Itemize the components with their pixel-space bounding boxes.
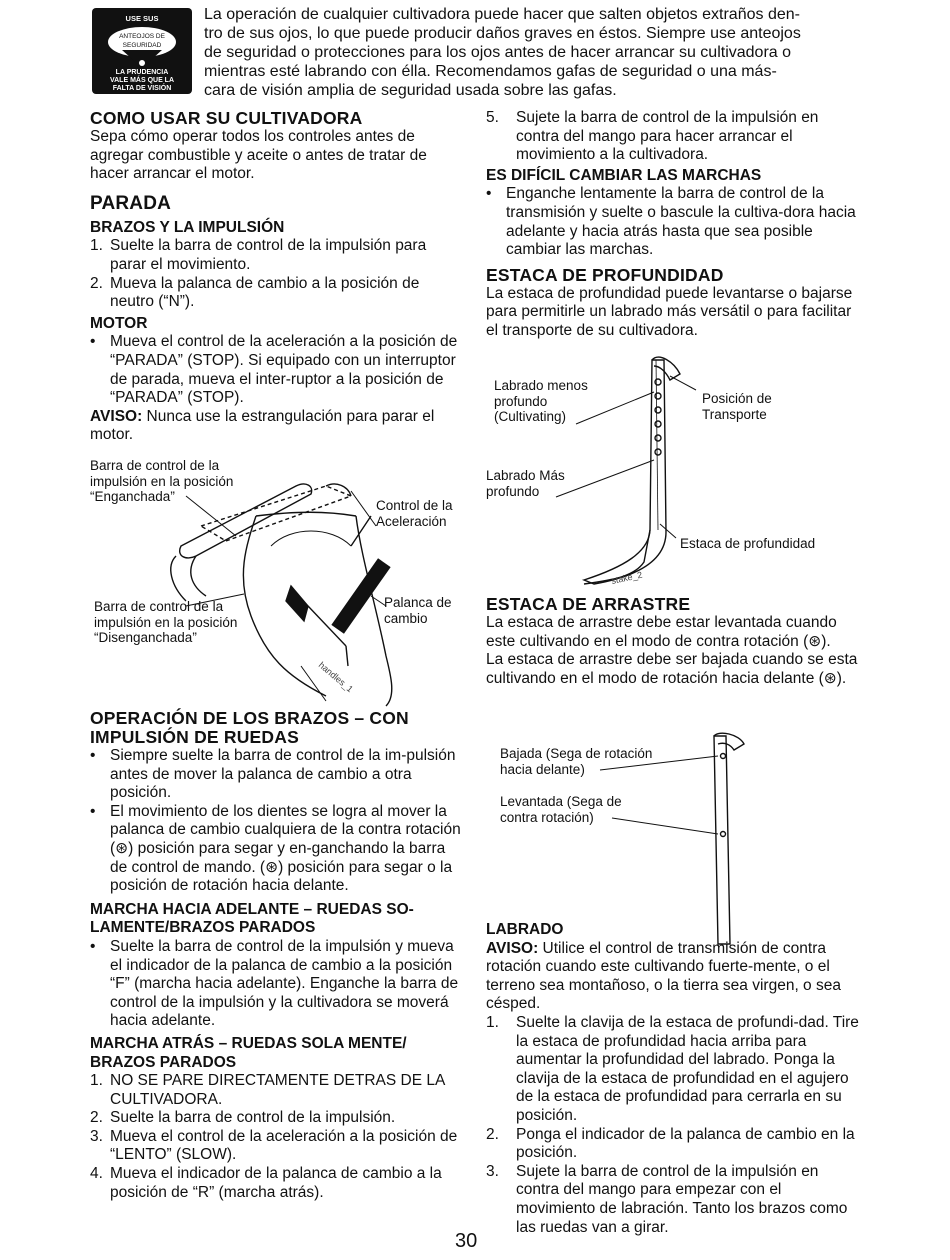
- list-item: 4. Mueva el indicador de la palanca de cambio a la posición de “R” (marcha atrás).: [90, 1165, 442, 1201]
- caption-engaged: Barra de control de la impulsión en la posición “Enganchada”: [90, 458, 234, 504]
- intro-line: de seguridad o protecciones para los ojos antes de hacer arrancar su cultivadora o: [204, 44, 792, 61]
- caption-bajada: Bajada (Sega de rotación hacia delante): [500, 746, 653, 777]
- list-item: 5. Sujete la barra de control de la impulsión en contra del mango para hacer arrancar el movimiento a la cultivadora.: [486, 109, 819, 164]
- list-item: 2. Mueva la palanca de cambio a la posición de neutro (“N”).: [90, 274, 420, 311]
- como-usar-text: Sepa cómo operar todos los controles antes de agregar combustible y aceite o antes de tratar de hacer arrancar el motor.: [90, 128, 427, 183]
- como-usar-heading: COMO USAR SU CULTIVADORA: [90, 108, 363, 128]
- arrastre-text-2: La estaca de arrastre debe ser bajada cuando se esta cultivando en el modo de rotación hacia delante (⊛).: [486, 651, 858, 687]
- parada-heading: PARADA: [90, 192, 172, 214]
- right-column-labrado: [486, 921, 860, 1237]
- right-column-arrastre: [486, 595, 860, 688]
- list-item: • Enganche lentamente la barra de control de la transmisión y suelte o bascule la cultiva-dora hacia adelante y hacia atrás hasta que sea posible cambiar las marchas.: [486, 185, 856, 259]
- caption-estaca: Estaca de profundidad: [680, 536, 816, 551]
- list-item: 1. Suelte la clavija de la estaca de profundi-dad. Tire la estaca de profundidad hacia arriba para aumentar la profundidad del labrado. Ponga la clavija de la estaca de profundidad en el agujero de la estaca de profundidad para cerrarla en su posición.: [486, 1013, 859, 1124]
- caption-accelerator: Control de la Aceleración: [376, 498, 453, 529]
- list-item: 3. Mueva el control de la aceleración a la posición de “LENTO” (SLOW).: [90, 1127, 458, 1164]
- arrastre-text-1: La estaca de arrastre debe estar levantada cuando este cultivando en el modo de contra rotación (⊛).: [486, 614, 837, 650]
- operacion-heading: OPERACIÓN DE LOS BRAZOS – CON IMPULSIÓN DE RUEDAS: [90, 708, 409, 747]
- list-item: 1. NO SE PARE DIRECTAMENTE DETRAS DE LA CULTIVADORA.: [90, 1072, 445, 1108]
- right-column-top: [486, 109, 860, 341]
- estaca-arrastre-heading: ESTACA DE ARRASTRE: [486, 594, 691, 614]
- labrado-aviso-text: Utilice el control de transmisión de contra rotación cuando este cultivando fuerte-mente, o el terreno sea montañoso, o la tierra sea virgen, o sea césped.: [486, 939, 841, 1013]
- caption-shift-lever: Palanca de cambio: [384, 595, 452, 626]
- caption-levantada: Levantada (Sega de contra rotación): [500, 794, 622, 825]
- aviso-text: Nunca use la estrangulación para parar el motor.: [90, 407, 435, 444]
- intro-line: tro de sus ojos, lo que puede producir daños graves en éstos. Siempre use anteojos: [204, 25, 801, 42]
- intro-paragraph: [204, 5, 864, 100]
- list-item: • El movimiento de los dientes se logra al mover la palanca de cambio cualquiera de la contra rotación (⊛) posición para segar y en-ganchando la barra de control de mando. (⊛) posición para segar o la posición de rotación hacia delante.: [90, 802, 461, 895]
- intro-line: cara de visión amplia de seguridad usada sobre las gafas.: [204, 82, 617, 99]
- aviso-note: [90, 408, 462, 445]
- badge-line5: VALE MÁS QUE LA: [109, 77, 175, 84]
- badge-line4: LA PRUDENCIA: [115, 69, 169, 76]
- motor-heading: MOTOR: [90, 314, 148, 332]
- handles-figure: [86, 456, 466, 708]
- safety-glasses-icon: [92, 8, 192, 94]
- caption-labrado-menos: Labrado menos profundo (Cultivating): [494, 378, 588, 424]
- marcha-atras-heading: MARCHA ATRÁS – RUEDAS SOLA MENTE/ BRAZOS PARADOS: [90, 1034, 407, 1071]
- estaca-profundidad-text: La estaca de profundidad puede levantarse o bajarse para permitirle un labrado más versátil o para facilitar el transporte de su cultivadora.: [486, 284, 853, 339]
- figure-code: handles_1: [316, 659, 355, 695]
- estaca-profundidad-heading: ESTACA DE PROFUNDIDAD: [486, 264, 724, 285]
- labrado-aviso-label: AVISO:: [486, 939, 539, 957]
- left-column-top: [90, 109, 462, 445]
- list-item: • Suelte la barra de control de la impulsión y mueva el indicador de la palanca de cambio a la posición “F” (marcha hacia adelante). Enganche la barra de control de la impulsión y la cultivadora se moverá hacia adelante.: [90, 937, 459, 1030]
- labrado-aviso: [486, 940, 860, 1014]
- list-item: 3. Sujete la barra de control de la impulsión en contra del mango para empezar con el movimiento de labración. Tanto los brazos como las ruedas van a girar.: [486, 1162, 848, 1236]
- dificil-heading: ES DIFÍCIL CAMBIAR LAS MARCHAS: [486, 166, 762, 184]
- badge-line1: USE SUS: [125, 14, 159, 23]
- caption-labrado-mas: Labrado Más profundo: [486, 468, 565, 499]
- aviso-label: AVISO:: [90, 407, 143, 425]
- marcha-adelante-heading: MARCHA HACIA ADELANTE – RUEDAS SO- LAMENTE/BRAZOS PARADOS: [90, 900, 414, 937]
- list-item: 1. Suelte la barra de control de la impulsión para parar el movimiento.: [90, 237, 427, 273]
- page-number: 30: [455, 1230, 478, 1252]
- left-column-bottom: [90, 709, 462, 1202]
- safety-glasses-badge: [92, 8, 192, 94]
- intro-line: mientras esté labrando con élla. Recomendamos gafas de seguridad o una más-: [204, 63, 777, 80]
- brazos-impulsion-heading: BRAZOS Y LA IMPULSIÓN: [90, 218, 285, 236]
- badge-line3: SEGURIDAD: [122, 42, 162, 49]
- labrado-heading: LABRADO: [486, 921, 564, 938]
- list-item: • Siempre suelte la barra de control de la im-pulsión antes de mover la palanca de cambio a otra posición.: [90, 747, 456, 802]
- caption-disengaged: Barra de control de la impulsión en la posición “Disenganchada”: [94, 599, 238, 645]
- figure-code: stake_2: [610, 569, 644, 586]
- badge-line6: FALTA DE VISIÓN: [112, 85, 172, 92]
- depth-stake-figure: [484, 352, 864, 592]
- list-item: 2. Suelte la barra de control de la impulsión.: [90, 1109, 396, 1127]
- list-item: • Mueva el control de la aceleración a la posición de “PARADA” (STOP). Si equipado con un interruptor de parada, mueva el inter-ruptor a la posición de “PARADA” (STOP).: [90, 333, 458, 407]
- caption-transporte: Posición de Transporte: [702, 391, 772, 422]
- drag-stake-figure: [494, 732, 764, 946]
- list-item: 2. Ponga el indicador de la palanca de cambio en la posición.: [486, 1125, 855, 1162]
- badge-line2: ANTEOJOS DE: [119, 33, 165, 40]
- intro-line: La operación de cualquier cultivadora puede hacer que salten objetos extraños den-: [204, 6, 800, 23]
